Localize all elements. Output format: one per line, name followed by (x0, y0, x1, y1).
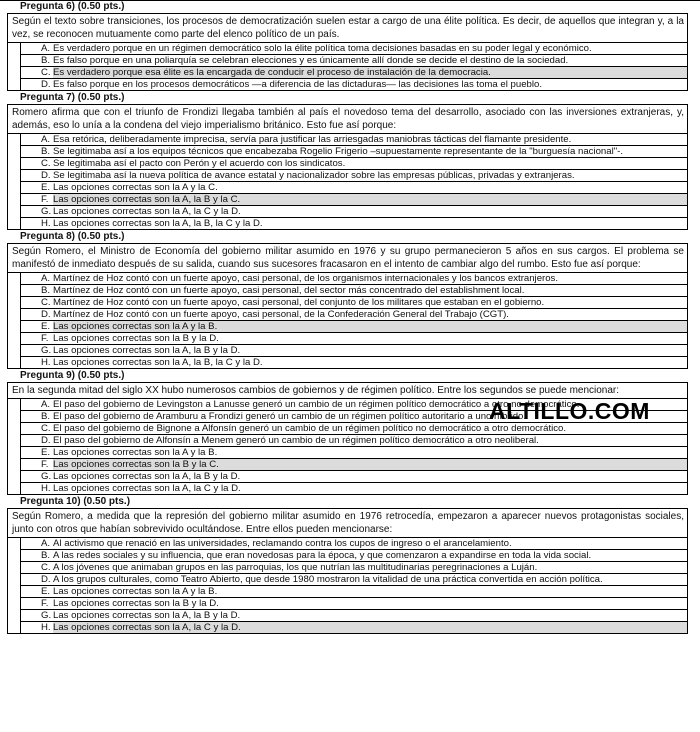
question-8-box (7, 243, 688, 369)
question-10-options (20, 538, 687, 633)
question-8-header: Pregunta 8) (0.50 pts.) (20, 231, 125, 242)
option-text: El paso del gobierno de Levingston a Lanusse generó un cambio de un régimen político democrático a otro no democrático. (53, 399, 580, 410)
option-text: El paso del gobierno de Bignone a Alfonsín generó un cambio de un régimen político no democrático a otro democrático. (53, 423, 567, 434)
option-letter: B. (41, 411, 51, 422)
option-letter: A. (41, 538, 51, 549)
option-letter: H. (41, 357, 51, 368)
option-row[interactable] (21, 574, 687, 586)
option-letter: F. (41, 598, 49, 609)
option-letter: C. (41, 297, 51, 308)
option-text: Esa retórica, deliberadamente imprecisa, servía para justificar las arriesgadas maniobras tácticas del flamante presidente. (53, 134, 572, 145)
exam-document (7, 0, 688, 634)
option-text: Las opciones correctas son la A, la B, la C y la D. (53, 218, 263, 229)
option-letter: H. (41, 622, 51, 633)
question-9-header: Pregunta 9) (0.50 pts.) (20, 370, 125, 381)
watermark: ALTILLO.COM (489, 398, 650, 424)
option-letter: E. (41, 586, 51, 597)
question-7-box (7, 104, 688, 230)
option-letter: E. (41, 447, 51, 458)
option-text: Es verdadero porque esa élite es la encargada de conducir el proceso de instalación de la democracia. (53, 67, 687, 78)
option-letter: H. (41, 218, 51, 229)
option-text: Las opciones correctas son la A, la B y la D. (53, 345, 241, 356)
option-text: A los jóvenes que animaban grupos en las parroquias, los que nutrían las multitudinarias peregrinaciones a Luján. (53, 562, 538, 573)
option-text: Es falso porque en los procesos democráticos —a diferencia de las dictaduras— las decisiones las toma el pueblo. (53, 79, 543, 90)
option-letter: D. (41, 309, 51, 320)
option-row[interactable] (21, 79, 687, 90)
option-row[interactable] (21, 550, 687, 562)
option-text: Las opciones correctas son la A y la B. (53, 321, 687, 332)
option-text: A las redes sociales y su influencia, que eran novedosas para la época, y que comenzaron a expandirse en toda la vida social. (53, 550, 592, 561)
option-letter: B. (41, 55, 51, 66)
option-row-selected[interactable] (21, 622, 687, 633)
option-text: Las opciones correctas son la A, la B y la D. (53, 610, 241, 621)
option-letter: A. (41, 399, 51, 410)
option-row[interactable] (21, 447, 687, 459)
option-row-selected[interactable] (21, 459, 687, 471)
option-letter: D. (41, 435, 51, 446)
option-letter: G. (41, 471, 52, 482)
option-row[interactable] (21, 309, 687, 321)
option-text: Martínez de Hoz contó con un fuerte apoyo, casi personal, del conjunto de los militares que estaban en el gobierno. (53, 297, 545, 308)
option-row[interactable] (21, 345, 687, 357)
option-row[interactable] (21, 273, 687, 285)
option-row[interactable] (21, 598, 687, 610)
option-text: Martínez de Hoz contó con un fuerte apoyo, casi personal, del sector más concentrado del establishment local. (53, 285, 525, 296)
option-letter: B. (41, 146, 51, 157)
option-row[interactable] (21, 285, 687, 297)
question-7-options (20, 134, 687, 229)
option-text: Es falso porque en una poliarquía se celebran elecciones y es únicamente allí donde se decide el destino de la sociedad. (53, 55, 569, 66)
option-row[interactable] (21, 586, 687, 598)
question-6-options (20, 43, 687, 90)
option-row[interactable] (21, 182, 687, 194)
option-letter: D. (41, 170, 51, 181)
option-row[interactable] (21, 483, 687, 494)
question-10-header: Pregunta 10) (0.50 pts.) (20, 496, 131, 507)
option-row-selected[interactable] (21, 67, 687, 79)
option-text: Las opciones correctas son la B y la C. (53, 459, 687, 470)
question-10-stem: Según Romero, a medida que la represión del gobierno militar asumido en 1976 retrocedía, empezaron a aparecer nuevos protagonistas sociales, junto con otros que habían sobrevivido ocultándose. Entre ellos pueden mencionarse: (8, 509, 687, 538)
option-text: Se legitimaba así la nueva política de avance estatal y nacionalizador sobre las empresas públicas, privadas y extranjeras. (53, 170, 575, 181)
option-text: Las opciones correctas son la A, la C y la D. (53, 483, 241, 494)
option-row[interactable] (21, 55, 687, 67)
option-letter: F. (41, 333, 49, 344)
option-text: Las opciones correctas son la A y la B. (53, 447, 218, 458)
option-letter: C. (41, 67, 51, 78)
question-6-header: Pregunta 6) (0.50 pts.) (20, 1, 125, 12)
option-letter: A. (41, 273, 51, 284)
option-text: Las opciones correctas son la A, la B, la C y la D. (53, 357, 263, 368)
option-letter: C. (41, 158, 51, 169)
question-7-header: Pregunta 7) (0.50 pts.) (20, 92, 125, 103)
option-text: Las opciones correctas son la B y la D. (53, 333, 219, 344)
option-row[interactable] (21, 170, 687, 182)
option-row[interactable] (21, 471, 687, 483)
option-letter: F. (41, 194, 49, 205)
option-letter: G. (41, 206, 52, 217)
option-row[interactable] (21, 333, 687, 345)
question-9-stem: En la segunda mitad del siglo XX hubo numerosos cambios de gobiernos y de régimen político. Entre los segundos se puede mencionar: (8, 383, 687, 399)
option-letter: A. (41, 43, 51, 54)
option-row[interactable] (21, 562, 687, 574)
option-row[interactable] (21, 218, 687, 229)
option-row[interactable] (21, 146, 687, 158)
option-letter: A. (41, 134, 51, 145)
option-letter: G. (41, 345, 52, 356)
option-text: A los grupos culturales, como Teatro Abierto, que desde 1980 mostraron la vitalidad de una práctica convertida en acción política. (53, 574, 603, 585)
question-10-box (7, 508, 688, 634)
question-8-options (20, 273, 687, 368)
option-letter: G. (41, 610, 52, 621)
option-row[interactable] (21, 158, 687, 170)
option-text: Se legitimaba así el pacto con Perón y el acuerdo con los sindicatos. (53, 158, 346, 169)
option-text: El paso del gobierno de Aramburu a Frondizi generó un cambio de un régimen político autoritario a uno híbrido. (53, 411, 527, 422)
option-text: Martínez de Hoz contó con un fuerte apoyo, casi personal, de los organismos internacionales y los bancos extranjeros. (53, 273, 559, 284)
option-letter: C. (41, 423, 51, 434)
option-text: Las opciones correctas son la A, la B y la D. (53, 471, 241, 482)
option-text: Las opciones correctas son la A y la B. (53, 586, 218, 597)
option-row[interactable] (21, 43, 687, 55)
option-text: Martínez de Hoz contó con un fuerte apoyo, casi personal, de la Confederación General del Trabajo (CGT). (53, 309, 509, 320)
option-letter: C. (41, 562, 51, 573)
option-letter: D. (41, 79, 51, 90)
option-row[interactable] (21, 610, 687, 622)
option-letter: H. (41, 483, 51, 494)
option-text: Al activismo que renació en las universidades, reclamando contra los cupos de ingreso o el arancelamiento. (53, 538, 512, 549)
option-text: Las opciones correctas son la A, la C y la D. (53, 206, 241, 217)
option-row[interactable] (21, 297, 687, 309)
option-row[interactable] (21, 134, 687, 146)
option-text: Las opciones correctas son la B y la D. (53, 598, 219, 609)
option-letter: D. (41, 574, 51, 585)
option-text: Se legitimaba así a los equipos técnicos que encabezaba Rogelio Frigerio –supuestamente representante de la "burguesía nacional"-. (53, 146, 624, 157)
question-6-stem: Según el texto sobre transiciones, los procesos de democratización suelen estar a cargo de una élite política. Es decir, de aquellos que integran y, a la vez, se reconocen mutuamente como parte del elenco político de un país. (8, 14, 687, 43)
option-row[interactable] (21, 206, 687, 218)
option-letter: E. (41, 182, 51, 193)
question-7-stem: Romero afirma que con el triunfo de Frondizi llegaba también al país el novedoso tema del desarrollo, asociado con las inversiones extranjeras, y, además, eso lo unía a la condena del viejo imperialismo británico. Esto fue así porque: (8, 105, 687, 134)
option-text: Las opciones correctas son la A, la C y la D. (53, 622, 687, 633)
question-6-box (7, 13, 688, 91)
option-text: Las opciones correctas son la A, la B y la C. (53, 194, 687, 205)
option-letter: F. (41, 459, 49, 470)
option-letter: E. (41, 321, 51, 332)
option-text: Es verdadero porque en un régimen democrático solo la élite política toma decisiones basadas en su poder legal y económico. (53, 43, 592, 54)
option-letter: B. (41, 285, 51, 296)
option-text: Las opciones correctas son la A y la C. (53, 182, 218, 193)
option-text: El paso del gobierno de Alfonsín a Menem generó un cambio de un régimen político democrático a otro neoliberal. (53, 435, 539, 446)
question-8-stem: Según Romero, el Ministro de Economía del gobierno militar asumido en 1976 y su grupo permanecieron 5 años en sus cargos. El problema se manifestó de inmediato después de su salida, cuando sus sucesores fracasaron en el intento de cambiar algo del rumbo. Esto fue así porque: (8, 244, 687, 273)
option-row-selected[interactable] (21, 321, 687, 333)
option-row-selected[interactable] (21, 194, 687, 206)
option-row[interactable] (21, 357, 687, 368)
option-letter: B. (41, 550, 51, 561)
option-row[interactable] (21, 538, 687, 550)
option-row[interactable] (21, 435, 687, 447)
